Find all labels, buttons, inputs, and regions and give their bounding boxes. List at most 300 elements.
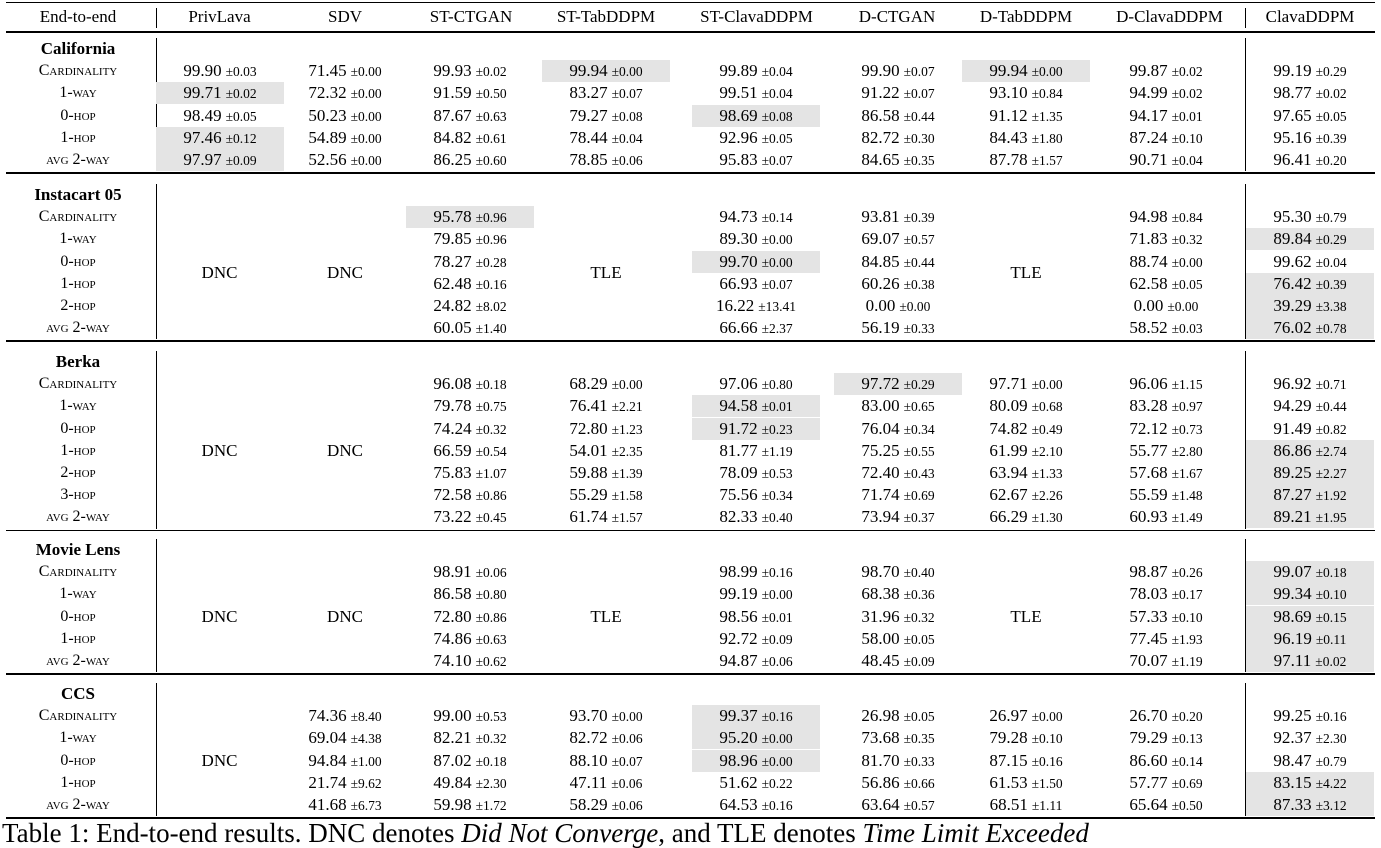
table-cell (834, 440, 962, 462)
cell-value: 97.65 (1273, 105, 1312, 125)
cell-std: ±0.01 (761, 609, 793, 625)
cell-std: ±0.00 (611, 377, 643, 393)
metric-label: 0-hop (60, 419, 96, 437)
table-cell (542, 440, 670, 462)
table-cell (692, 395, 820, 417)
table-cell (542, 705, 670, 727)
cell-value: 72.40 (861, 463, 900, 482)
table-cell (542, 149, 670, 171)
metric-label: avg 2-way (46, 508, 110, 526)
metric-label: Cardinality (38, 563, 118, 581)
cell-value: 61.74 (569, 507, 608, 527)
cell-value: 60.05 (433, 318, 472, 338)
table-cell (692, 462, 820, 484)
cell-std: ±0.39 (903, 210, 935, 226)
cell-value: 78.03 (1129, 584, 1168, 604)
table-cell (1102, 705, 1230, 727)
cell-std: ±0.10 (1171, 609, 1203, 625)
cell-value: 96.41 (1273, 150, 1312, 169)
cell-value: 72.58 (433, 485, 472, 505)
cell-std: ±8.40 (350, 709, 382, 725)
cell-std: ±0.12 (225, 130, 257, 146)
metric-label: 0-hop (60, 607, 96, 625)
cell-std: ±0.04 (611, 130, 643, 146)
cell-value: 99.89 (719, 61, 758, 81)
cell-value: 82.21 (433, 728, 472, 748)
cell-std: ±8.02 (475, 299, 507, 314)
cell-std: ±2.26 (1031, 488, 1063, 504)
cell-value: 90.71 (1129, 150, 1168, 169)
cell-std: ±0.10 (1315, 587, 1347, 603)
table-cell (1246, 149, 1374, 171)
cell-value: 89.30 (719, 229, 758, 249)
cell-std: ±0.00 (761, 254, 793, 270)
table-cell (1246, 127, 1374, 149)
cell-std: ±2.10 (1031, 443, 1063, 459)
cell-value: 72.80 (433, 606, 472, 626)
table-cell (406, 583, 534, 605)
table-cell (692, 206, 820, 228)
cell-std: ±0.96 (475, 232, 507, 248)
table-cell (406, 418, 534, 440)
cell-std: ±0.43 (903, 466, 935, 481)
table-cell (692, 373, 820, 395)
cell-std: ±0.05 (225, 108, 257, 124)
table-cell (281, 705, 409, 727)
table-cell (1102, 373, 1230, 395)
table-cell (692, 772, 820, 794)
table-cell (1246, 373, 1374, 395)
table-cell (1246, 251, 1374, 273)
cell-std: ±0.37 (903, 510, 935, 526)
cell-value: 72.12 (1129, 418, 1168, 438)
cell-value: 76.42 (1273, 273, 1312, 293)
cell-value: 0.00 (865, 296, 896, 315)
cell-value: 75.83 (433, 463, 472, 482)
cell-value: 21.74 (308, 772, 347, 792)
table-cell (692, 127, 820, 149)
table-cell (156, 105, 284, 127)
cell-std: ±0.35 (903, 153, 935, 168)
cell-std: ±0.82 (1315, 421, 1347, 437)
table-cell (1246, 727, 1374, 749)
metric-label: avg 2-way (46, 151, 110, 168)
cell-value: 89.25 (1273, 463, 1312, 482)
table-cell (962, 462, 1090, 484)
cell-value: 57.77 (1129, 772, 1168, 792)
table-cell (962, 772, 1090, 794)
cell-std: ±1.19 (1171, 654, 1203, 669)
table-cell (406, 727, 534, 749)
cell-std: ±0.16 (1031, 753, 1063, 769)
cell-value: 24.82 (433, 296, 472, 315)
table-cell (692, 440, 820, 462)
cell-std: ±3.38 (1315, 299, 1347, 314)
cell-value: 93.70 (569, 706, 608, 726)
column-header: ST-CTGAN (429, 7, 513, 26)
cell-value: 92.96 (719, 127, 758, 147)
cell-value: 26.97 (989, 706, 1028, 726)
cell-value: 64.53 (719, 795, 758, 814)
cell-value: 68.38 (861, 584, 900, 604)
cell-std: ±0.00 (761, 753, 793, 769)
table-cell (1246, 750, 1374, 772)
cell-std: ±0.14 (1171, 753, 1203, 769)
table-cell (542, 727, 670, 749)
cell-std: ±0.06 (761, 654, 793, 669)
cell-std: ±0.09 (903, 654, 935, 669)
table-cell (406, 228, 534, 250)
table-cell (542, 484, 670, 506)
cell-value: 87.67 (433, 105, 472, 125)
section-title: Instacart 05 (34, 185, 122, 204)
cell-value: 79.85 (433, 229, 472, 249)
table-cell (281, 60, 409, 82)
cell-value: 99.34 (1273, 584, 1312, 604)
cell-value: 93.10 (989, 83, 1028, 103)
cell-value: 77.45 (1129, 628, 1168, 648)
cell-std: ±0.69 (903, 488, 935, 504)
cell-std: ±0.32 (475, 421, 507, 437)
metric-label: 0-hop (60, 751, 96, 769)
table-cell (1246, 794, 1374, 816)
cell-value: 72.80 (569, 418, 608, 438)
table-cell (406, 317, 534, 339)
cell-std: ±0.00 (1167, 299, 1199, 314)
table-cell (1102, 772, 1230, 794)
section-rule (6, 530, 1375, 532)
table-cell (692, 750, 820, 772)
cell-std: ±0.08 (761, 108, 793, 124)
table-cell (692, 60, 820, 82)
table-cell (1102, 82, 1230, 104)
cell-value: 99.62 (1273, 251, 1312, 271)
cell-value: 79.28 (989, 728, 1028, 748)
table-cell (962, 82, 1090, 104)
table-cell (692, 583, 820, 605)
cell-std: ±0.06 (611, 775, 643, 791)
cell-value: 95.30 (1273, 207, 1312, 227)
cell-value: 62.67 (989, 485, 1028, 505)
status-label: DNC (327, 606, 363, 626)
table-cell (834, 105, 962, 127)
cell-value: 66.66 (719, 318, 758, 338)
table-cell (406, 440, 534, 462)
metric-label: Cardinality (38, 62, 118, 80)
cell-std: ±0.62 (475, 654, 507, 669)
table-cell (834, 273, 962, 295)
cell-std: ±0.04 (761, 64, 793, 80)
cell-value: 99.37 (719, 706, 758, 726)
cell-value: 91.12 (989, 105, 1028, 125)
table-cell (406, 506, 534, 528)
table-cell (1246, 228, 1374, 250)
cell-value: 62.48 (433, 273, 472, 293)
metric-label: 1-way (59, 585, 97, 603)
cell-value: 87.33 (1273, 795, 1312, 814)
table-cell (542, 772, 670, 794)
table-cell (406, 561, 534, 583)
table-cell (834, 462, 962, 484)
cell-value: 82.33 (719, 507, 758, 527)
metric-label: 1-hop (60, 773, 96, 791)
table-cell (834, 506, 962, 528)
cell-value: 87.02 (433, 750, 472, 770)
cell-value: 56.86 (861, 772, 900, 792)
metric-label: 1-way (59, 729, 97, 747)
table-cell (834, 484, 962, 506)
table-cell (692, 82, 820, 104)
cell-value: 69.07 (861, 229, 900, 249)
metric-label: 2-hop (60, 297, 96, 314)
cell-value: 78.85 (569, 150, 608, 169)
cell-std: ±0.00 (899, 299, 931, 314)
column-header: D-CTGAN (858, 7, 936, 26)
table-cell (692, 105, 820, 127)
cell-value: 96.08 (433, 374, 472, 394)
cell-std: ±0.84 (1031, 86, 1063, 102)
table-cell (692, 650, 820, 672)
cell-value: 93.81 (861, 207, 900, 227)
table-cell (692, 794, 820, 816)
table-cell (542, 462, 670, 484)
table-cell (406, 484, 534, 506)
cell-std: ±2.30 (475, 775, 507, 791)
table-cell (542, 750, 670, 772)
status-label: DNC (201, 262, 238, 282)
table-cell (406, 60, 534, 82)
table-cell (834, 561, 962, 583)
cell-value: 68.29 (569, 374, 608, 394)
cell-value: 97.06 (719, 374, 758, 394)
cell-std: ±0.71 (1315, 377, 1347, 393)
cell-std: ±0.00 (1031, 64, 1063, 80)
status-label: TLE (1010, 262, 1042, 282)
cell-value: 74.86 (433, 628, 472, 648)
cell-std: ±2.80 (1171, 443, 1203, 459)
cell-std: ±0.29 (1315, 64, 1347, 80)
cell-value: 92.37 (1273, 728, 1312, 748)
cell-value: 98.77 (1273, 83, 1312, 103)
cell-value: 83.00 (861, 396, 900, 416)
cell-value: 75.25 (861, 440, 900, 460)
cell-value: 74.24 (433, 418, 472, 438)
cell-std: ±1.57 (1031, 153, 1063, 168)
cell-std: ±0.23 (761, 421, 793, 437)
cell-std: ±0.68 (1031, 399, 1063, 415)
cell-value: 99.90 (183, 61, 222, 81)
table-cell (692, 484, 820, 506)
cell-value: 99.51 (719, 83, 758, 103)
table-cell (834, 206, 962, 228)
table-cell (406, 628, 534, 650)
cell-std: ±1.39 (611, 466, 643, 481)
cell-value: 54.01 (569, 440, 608, 460)
cell-value: 86.60 (1129, 750, 1168, 770)
cell-std: ±0.00 (350, 86, 382, 102)
column-header: ST-TabDDPM (556, 7, 656, 26)
metric-label: 1-hop (60, 128, 96, 146)
cell-std: ±0.18 (475, 753, 507, 769)
cell-value: 60.93 (1129, 507, 1168, 527)
table-cell (156, 82, 284, 104)
cell-value: 66.59 (433, 440, 472, 460)
table-cell (542, 418, 670, 440)
cell-std: ±0.53 (475, 709, 507, 725)
cell-std: ±0.75 (475, 399, 507, 415)
cell-value: 91.22 (861, 83, 900, 103)
cell-value: 76.04 (861, 418, 900, 438)
cell-std: ±0.73 (1171, 421, 1203, 437)
cell-value: 99.94 (989, 61, 1028, 81)
table-cell (406, 273, 534, 295)
cell-value: 94.29 (1273, 396, 1312, 416)
cell-value: 0.00 (1133, 296, 1164, 315)
table-cell (406, 705, 534, 727)
cell-value: 69.04 (308, 728, 347, 748)
cell-value: 94.58 (719, 396, 758, 416)
cell-value: 56.19 (861, 318, 900, 338)
cell-std: ±0.00 (350, 130, 382, 146)
cell-std: ±0.02 (1171, 86, 1203, 102)
status-label: DNC (201, 606, 238, 626)
cell-std: ±0.05 (761, 130, 793, 146)
column-header: SDV (327, 7, 362, 26)
table-cell (1246, 772, 1374, 794)
table-cell (692, 273, 820, 295)
table-cell (834, 650, 962, 672)
cell-std: ±0.63 (475, 108, 507, 124)
table-cell (1102, 440, 1230, 462)
column-header: ST-ClavaDDPM (700, 7, 813, 26)
cell-value: 55.77 (1129, 440, 1168, 460)
column-header: ClavaDDPM (1265, 7, 1355, 26)
cell-value: 75.56 (719, 485, 758, 505)
cell-value: 86.86 (1273, 440, 1312, 460)
table-cell (962, 149, 1090, 171)
cell-value: 98.49 (183, 105, 222, 125)
cell-std: ±1.48 (1171, 488, 1203, 504)
table-cell (834, 60, 962, 82)
cell-std: ±0.10 (1171, 130, 1203, 146)
table-cell (1102, 583, 1230, 605)
cell-std: ±0.06 (611, 153, 643, 168)
metric-label: Cardinality (38, 375, 118, 393)
cell-value: 63.94 (989, 463, 1028, 482)
caption-dnc: Did Not Converge (461, 818, 659, 848)
cell-std: ±0.55 (903, 443, 935, 459)
section-title: California (40, 39, 116, 58)
cell-value: 95.83 (719, 150, 758, 169)
table-cell (834, 750, 962, 772)
table-cell (1246, 295, 1374, 317)
cell-value: 91.59 (433, 83, 472, 103)
table-cell (281, 82, 409, 104)
table-cell (834, 373, 962, 395)
metric-label: avg 2-way (46, 796, 110, 813)
cell-value: 99.07 (1273, 562, 1312, 582)
table-cell (1102, 561, 1230, 583)
cell-value: 98.87 (1129, 562, 1168, 582)
table-cell (834, 251, 962, 273)
table-cell (1246, 395, 1374, 417)
table-cell (962, 127, 1090, 149)
table-cell (834, 794, 962, 816)
cell-value: 48.45 (861, 651, 900, 670)
cell-value: 79.78 (433, 396, 472, 416)
cell-value: 63.64 (861, 795, 900, 814)
cell-value: 59.88 (569, 463, 608, 482)
table-cell (834, 149, 962, 171)
cell-std: ±1.67 (1171, 466, 1203, 481)
table-cell (1102, 127, 1230, 149)
table-cell (1246, 418, 1374, 440)
table-cell (1246, 561, 1374, 583)
cell-std: ±4.38 (350, 731, 382, 747)
cell-value: 82.72 (569, 728, 608, 748)
table-cell (1246, 650, 1374, 672)
cell-std: ±1.57 (611, 510, 643, 526)
cell-value: 78.27 (433, 251, 472, 271)
table-cell (692, 506, 820, 528)
cell-value: 16.22 (715, 296, 755, 315)
cell-std: ±0.32 (475, 731, 507, 747)
table-cell (1246, 583, 1374, 605)
cell-std: ±0.18 (1315, 565, 1347, 581)
cell-std: ±0.05 (1315, 108, 1347, 124)
table-cell (1246, 206, 1374, 228)
cell-value: 51.62 (719, 772, 758, 792)
cell-std: ±0.30 (903, 130, 935, 146)
header-separator (1245, 8, 1246, 28)
cell-value: 98.91 (433, 562, 472, 582)
table-cell (962, 105, 1090, 127)
cell-value: 84.82 (433, 127, 472, 147)
table-cell (962, 794, 1090, 816)
cell-value: 66.93 (719, 273, 758, 293)
cell-std: ±0.16 (761, 565, 793, 581)
cell-value: 91.72 (719, 418, 758, 438)
status-label: DNC (327, 440, 363, 460)
cell-value: 99.93 (433, 61, 472, 81)
cell-std: ±0.32 (1171, 232, 1203, 248)
table-cell (834, 727, 962, 749)
metric-label: 1-hop (60, 629, 96, 647)
cell-value: 98.96 (719, 750, 758, 770)
table-cell (156, 127, 284, 149)
cell-value: 26.70 (1129, 706, 1168, 726)
cell-value: 98.69 (719, 105, 758, 125)
metric-label: 1-way (59, 230, 97, 248)
cell-value: 73.68 (861, 728, 900, 748)
cell-value: 57.68 (1129, 463, 1168, 482)
table-cell (542, 60, 670, 82)
cell-std: ±0.00 (350, 108, 382, 124)
cell-value: 99.70 (719, 251, 758, 271)
cell-value: 92.72 (719, 628, 758, 648)
cell-std: ±0.00 (761, 731, 793, 747)
cell-std: ±0.06 (611, 798, 643, 813)
table-cell (281, 105, 409, 127)
caption-tle: Time Limit Exceeded (862, 818, 1089, 848)
cell-std: ±0.29 (1315, 232, 1347, 248)
cell-value: 81.70 (861, 750, 900, 770)
table-cell (281, 727, 409, 749)
cell-std: ±1.11 (1031, 798, 1063, 813)
cell-value: 54.89 (308, 127, 347, 147)
table-cell (406, 750, 534, 772)
cell-value: 97.11 (1273, 651, 1312, 670)
